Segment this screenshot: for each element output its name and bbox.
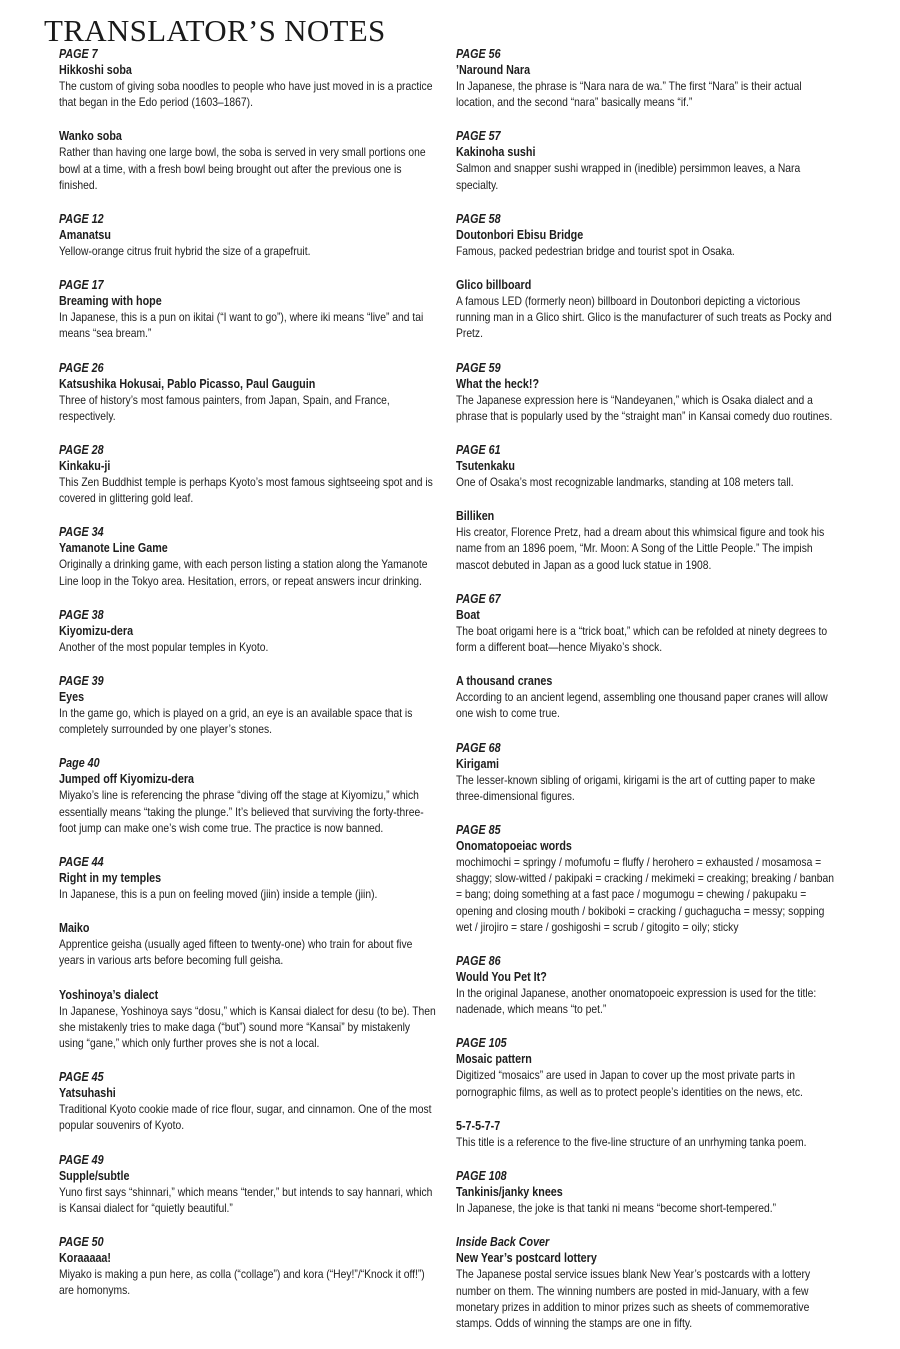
- note-entry: [59, 1152, 439, 1216]
- note-entry: [59, 128, 439, 193]
- note-entry: [59, 854, 439, 902]
- note-term: Koraaaaa!: [59, 1251, 111, 1266]
- note-entry: [59, 755, 439, 836]
- notes-column-left: [59, 46, 439, 1317]
- note-term: Katsushika Hokusai, Pablo Picasso, Paul Gauguin: [59, 376, 316, 391]
- note-term: Amanatsu: [59, 228, 111, 243]
- note-page-ref: PAGE 26: [59, 360, 104, 375]
- note-entry: [59, 987, 439, 1052]
- note-term: New Year’s postcard lottery: [456, 1251, 597, 1266]
- note-definition: This Zen Buddhist temple is perhaps Kyoto’s most famous sightseeing spot and is covered in glittering gold leaf.: [59, 475, 433, 506]
- note-page-ref: PAGE 67: [456, 591, 501, 606]
- note-term: ’Naround Nara: [456, 63, 531, 77]
- note-page-ref: PAGE 12: [59, 212, 104, 227]
- note-page-ref: Page 40: [59, 756, 100, 771]
- note-definition: mochimochi = springy / mofumofu = fluffy / herohero = exhausted / mosamosa = shaggy; slow-witted / pakipaki = cracking / mekimeki = creaking; breaking / banban = bang; doing something at a fast pace / mogumogu = chewing / pakupaku = opening and closing mouth / bokiboki = cracking / guchagucha = messy; sopping wet / jirojiro = stare / goshigoshi = scrub / gitogito = oily; sticky: [456, 855, 835, 934]
- note-entry: [456, 211, 836, 259]
- note-definition: Digitized “mosaics” are used in Japan to cover up the most private parts in pornographic films, as well as to protect people’s identities on the news, etc.: [456, 1068, 803, 1099]
- notes-column-right: [456, 46, 836, 1349]
- note-entry: [456, 277, 836, 342]
- note-page-ref: PAGE 34: [59, 525, 104, 540]
- note-entry: [456, 508, 836, 573]
- note-term: Glico billboard: [456, 278, 532, 293]
- note-entry: [456, 442, 836, 490]
- note-entry: [456, 1234, 836, 1331]
- note-page-ref: PAGE 39: [59, 674, 104, 689]
- note-entry: [456, 673, 836, 721]
- note-term: Jumped off Kiyomizu-dera: [59, 772, 194, 787]
- note-term: Yatsuhashi: [59, 1086, 116, 1101]
- note-definition: Miyako is making a pun here, as colla (“collage”) and kora (“Hey!”/“Knock it off!”) are homonyms.: [59, 1267, 425, 1298]
- note-definition: Three of history’s most famous painters, from Japan, Spain, and France, respectively.: [59, 392, 390, 423]
- note-entry: [59, 673, 439, 737]
- note-definition: According to an ancient legend, assembling one thousand paper cranes will allow one wish to come true.: [456, 690, 828, 721]
- note-term: Yamanote Line Game: [59, 541, 168, 556]
- note-entry: [59, 524, 439, 588]
- note-page-ref: PAGE 17: [59, 278, 104, 293]
- note-term: Mosaic pattern: [456, 1052, 532, 1067]
- note-definition: The Japanese expression here is “Nandeyanen,” which is Osaka dialect and a phrase that is popularly used by the “straight man” in Kansai comedy duo routines.: [456, 392, 833, 423]
- note-term: Kinkaku-ji: [59, 459, 111, 474]
- note-page-ref: PAGE 49: [59, 1152, 104, 1167]
- note-page-ref: PAGE 44: [59, 855, 104, 870]
- note-entry: [456, 46, 836, 110]
- note-page-ref: PAGE 57: [456, 129, 501, 144]
- note-definition: Traditional Kyoto cookie made of rice flour, sugar, and cinnamon. One of the most popular souvenirs of Kyoto.: [59, 1102, 432, 1133]
- note-page-ref: PAGE 38: [59, 607, 104, 622]
- note-term: Breaming with hope: [59, 294, 162, 309]
- note-definition: This title is a reference to the five-line structure of an unrhyming tanka poem.: [456, 1134, 807, 1149]
- note-page-ref: PAGE 50: [59, 1235, 104, 1250]
- note-entry: [59, 607, 439, 655]
- note-term: Doutonbori Ebisu Bridge: [456, 227, 584, 242]
- note-page-ref: PAGE 108: [456, 1169, 507, 1184]
- note-term: Would You Pet It?: [456, 970, 547, 985]
- note-page-ref: PAGE 61: [456, 443, 501, 458]
- note-term: Yoshinoya’s dialect: [59, 987, 159, 1002]
- note-definition: Rather than having one large bowl, the soba is served in very small portions one bowl at a time, with a fresh bowl being brought out after the previous one is finished.: [59, 145, 426, 192]
- note-entry: [59, 442, 439, 506]
- note-term: Kakinoha sushi: [456, 145, 536, 160]
- note-definition: In the original Japanese, another onomatopoeic expression is used for the title: nadenade, which means “to pet.”: [456, 986, 817, 1017]
- note-definition: In the game go, which is played on a grid, an eye is an available space that is completely surrounded by one player’s stones.: [59, 706, 413, 737]
- note-term: Boat: [456, 607, 480, 622]
- note-definition: Apprentice geisha (usually aged fifteen to twenty-one) who train for about five years in various arts before becoming full geisha.: [59, 937, 413, 968]
- note-definition: Yellow-orange citrus fruit hybrid the size of a grapefruit.: [59, 244, 311, 259]
- note-entry: [456, 128, 836, 192]
- note-page-ref: PAGE 45: [59, 1070, 104, 1085]
- note-definition: The lesser-known sibling of origami, kirigami is the art of cutting paper to make three-dimensional figures.: [456, 772, 816, 803]
- note-page-ref: PAGE 68: [456, 740, 501, 755]
- note-term: 5-7-5-7-7: [456, 1118, 501, 1133]
- note-entry: [59, 46, 439, 110]
- note-definition: The Japanese postal service issues blank New Year’s postcards with a lottery number on them. The winning numbers are posted in mid-January, with a few monetary prizes in addition to minor prizes such as sheets of commemorative stamps. Odds of winning the stamps are one in fifty.: [456, 1267, 811, 1330]
- note-term: Wanko soba: [59, 129, 122, 144]
- note-term: Kirigami: [456, 756, 500, 771]
- note-entry: [456, 1035, 836, 1099]
- note-term: What the heck!?: [456, 376, 540, 391]
- note-entry: [456, 360, 836, 424]
- note-definition: In Japanese, the joke is that tanki ni means “become short-tempered.”: [456, 1201, 777, 1216]
- note-entry: [456, 822, 836, 935]
- note-page-ref: PAGE 28: [59, 443, 104, 458]
- note-entry: [59, 211, 439, 259]
- note-term: Onomatopoeiac words: [456, 839, 572, 854]
- note-term: Right in my temples: [59, 871, 162, 886]
- note-entry: [59, 360, 439, 424]
- note-page-ref: PAGE 56: [456, 47, 501, 61]
- note-term: Maiko: [59, 921, 90, 936]
- note-page-ref: Inside Back Cover: [456, 1235, 550, 1250]
- note-page-ref: PAGE 105: [456, 1036, 507, 1051]
- note-definition: Miyako’s line is referencing the phrase “diving off the stage at Kiyomizu,” which essentially means “taking the plunge.” It’s believed that surviving the forty-three-foot jump can make one’s wish come true. The practice is now banned.: [59, 788, 424, 835]
- note-definition: One of Osaka’s most recognizable landmarks, standing at 108 meters tall.: [456, 475, 794, 490]
- note-entry: [59, 1234, 439, 1298]
- note-definition: Salmon and snapper sushi wrapped in (inedible) persimmon leaves, a Nara specialty.: [456, 161, 801, 192]
- note-page-ref: PAGE 85: [456, 823, 501, 838]
- note-page-ref: PAGE 58: [456, 211, 501, 226]
- note-definition: In Japanese, this is a pun on feeling moved (jiin) inside a temple (jiin).: [59, 887, 378, 902]
- note-definition: In Japanese, this is a pun on ikitai (“I want to go”), where iki means “live” and tai means “sea bream.”: [59, 310, 424, 341]
- note-term: Billiken: [456, 509, 495, 524]
- note-definition: Yuno first says “shinnari,” which means “tender,” but intends to say hannari, which is Kansai dialect for “quietly beautiful.”: [59, 1184, 433, 1215]
- note-term: Tankinis/janky knees: [456, 1185, 563, 1200]
- note-definition: In Japanese, the phrase is “Nara nara de wa.” The first “Nara” is their actual location, and the second “nara” basically means “if.”: [456, 79, 802, 110]
- note-definition: The custom of giving soba noodles to people who have just moved in is a practice that began in the Edo period (1603–1867).: [59, 79, 433, 110]
- note-entry: [456, 1168, 836, 1216]
- note-entry: [456, 953, 836, 1017]
- note-definition: In Japanese, Yoshinoya says “dosu,” which is Kansai dialect for desu (to be). Then she mistakenly tries to make daga (“but”) sound more “Kansai” by mistakenly using “gane,” which only further proves she is not a local.: [59, 1003, 436, 1051]
- note-page-ref: PAGE 7: [59, 47, 98, 61]
- note-entry: [59, 920, 439, 968]
- note-entry: [456, 591, 836, 655]
- page-title: TRANSLATOR’S NOTES: [44, 13, 386, 48]
- note-entry: [59, 1069, 439, 1133]
- note-page-ref: PAGE 59: [456, 360, 501, 375]
- note-term: A thousand cranes: [456, 674, 553, 689]
- note-term: Hikkoshi soba: [59, 63, 132, 77]
- note-definition: Originally a drinking game, with each person listing a station along the Yamanote Line loop in the Tokyo area. Hesitation, errors, or repeat answers incur drinking.: [59, 557, 428, 588]
- note-definition: Another of the most popular temples in Kyoto.: [59, 639, 269, 654]
- note-term: Tsutenkaku: [456, 459, 515, 474]
- note-entry: [456, 740, 836, 804]
- note-term: Supple/subtle: [59, 1168, 130, 1183]
- note-definition: His creator, Florence Pretz, had a dream about this whimsical figure and took his name from an 1896 poem, “Mr. Moon: A Song of the Little People.” The impish mascot debuted in Japan as a good luck statue in 1908.: [456, 525, 825, 572]
- note-term: Eyes: [59, 690, 85, 705]
- note-page-ref: PAGE 86: [456, 954, 501, 969]
- note-definition: Famous, packed pedestrian bridge and tourist spot in Osaka.: [456, 243, 735, 258]
- note-definition: The boat origami here is a “trick boat,” which can be refolded at ninety degrees to form a different boat—hence Miyako’s shock.: [456, 623, 828, 655]
- note-term: Kiyomizu-dera: [59, 623, 134, 638]
- note-entry: [456, 1118, 836, 1150]
- note-entry: [59, 277, 439, 341]
- note-definition: A famous LED (formerly neon) billboard in Doutonbori depicting a victorious running man in a Glico shirt. Glico is the manufacturer of such treats as Pocky and Pretz.: [456, 294, 832, 341]
